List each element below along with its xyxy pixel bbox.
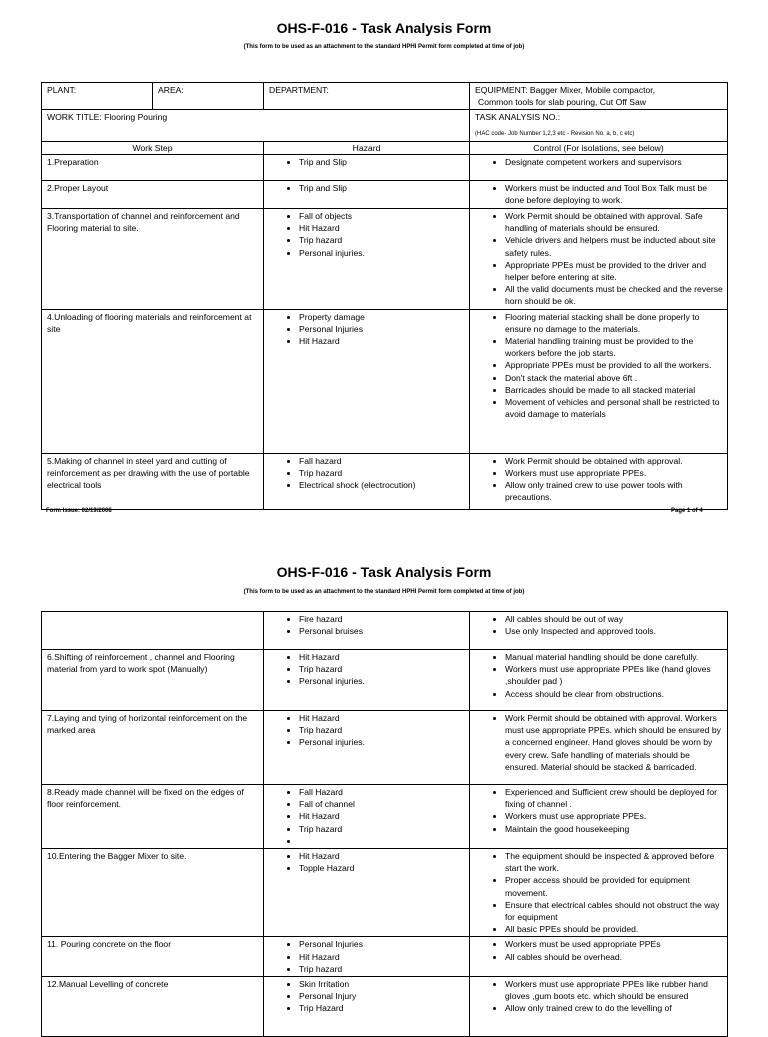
hazard-item: • Personal injuries.	[299, 736, 465, 748]
hazard-item: • Trip hazard	[299, 467, 465, 479]
control-list	[475, 978, 723, 1015]
control-cell	[470, 977, 728, 1037]
hazard-item: • Property damage	[299, 311, 465, 323]
hazard-list	[269, 455, 465, 492]
hazard-item: • Trip hazard	[299, 663, 465, 675]
hazard-list	[269, 938, 465, 975]
work-step-cell: 10.Entering the Bagger Mixer to site.	[42, 849, 264, 937]
control-item: • All basic PPEs should be provided.	[505, 923, 723, 935]
page-2-rows	[42, 612, 728, 1037]
hazard-list	[269, 210, 465, 259]
hazard-item: • Hit Hazard	[299, 712, 465, 724]
control-list	[475, 651, 723, 700]
control-list	[475, 311, 723, 421]
hazard-cell	[264, 711, 470, 785]
hazard-item: • Skin Irritation	[299, 978, 465, 990]
control-item: • Workers must use appropriate PPEs like rubber hand gloves ,gum boots etc. which should be ensured	[505, 978, 723, 1002]
column-header-control: Control (For isolations, see below)	[470, 141, 728, 154]
hazard-item: • Trip hazard	[299, 724, 465, 736]
table-row	[42, 977, 728, 1037]
work-step-cell: 4.Unloading of flooring materials and reinforcement at site	[42, 309, 264, 453]
hazard-item: • Trip hazard	[299, 234, 465, 246]
task-analysis-table-page-1	[41, 82, 728, 510]
table-row	[42, 612, 728, 650]
work-title-cell: WORK TITLE: Flooring Pouring	[42, 110, 470, 141]
control-item: • Manual material handling should be done carefully.	[505, 651, 723, 663]
hazard-cell	[264, 612, 470, 650]
control-item: • Appropriate PPEs must be provided to the driver and helper before entering at site.	[505, 259, 723, 283]
hazard-item: • Hit Hazard	[299, 810, 465, 822]
work-step-cell: 12.Manual Levelling of concrete	[42, 977, 264, 1037]
control-list	[475, 938, 723, 962]
hazard-item: • Hit Hazard	[299, 651, 465, 663]
department-cell: DEPARTMENT:	[264, 83, 470, 110]
control-item: • All cables should be overhead.	[505, 951, 723, 963]
control-cell	[470, 612, 728, 650]
column-header-work-step: Work Step	[42, 141, 264, 154]
hazard-cell	[264, 977, 470, 1037]
control-cell	[470, 155, 728, 181]
work-step-cell: 3.Transportation of channel and reinforcement and Flooring material to site.	[42, 209, 264, 310]
hazard-item: • Fire hazard	[299, 613, 465, 625]
control-list	[475, 850, 723, 935]
control-item: • Movement of vehicles and personal shall be restricted to avoid damage to materials	[505, 396, 723, 420]
hazard-item: • Personal Injuries	[299, 323, 465, 335]
hazard-item: • Personal injuries.	[299, 247, 465, 259]
hazard-item: • Trip hazard	[299, 963, 465, 975]
hazard-item: • Hit Hazard	[299, 335, 465, 347]
hazard-item: • Fall of channel	[299, 798, 465, 810]
table-row	[42, 209, 728, 310]
hazard-cell	[264, 937, 470, 977]
hazard-cell	[264, 453, 470, 509]
control-cell	[470, 711, 728, 785]
control-list	[475, 156, 723, 168]
hazard-item: • Personal Injury	[299, 990, 465, 1002]
equipment-cell	[470, 83, 728, 110]
hazard-list	[269, 712, 465, 749]
hazard-item: • Hit Hazard	[299, 951, 465, 963]
task-analysis-table-page-2	[41, 611, 728, 1037]
work-step-cell: 2.Proper Layout	[42, 181, 264, 209]
control-item: • Allow only trained crew to use power tools with precautions.	[505, 479, 723, 503]
hazard-list	[269, 311, 465, 348]
table-row	[42, 453, 728, 509]
work-step-cell: 6.Shifting of reinforcement , channel and Flooring material from yard to work spot (Manually)	[42, 650, 264, 711]
hazard-item: • Fall of objects	[299, 210, 465, 222]
control-item: • Work Permit should be obtained with approval.	[505, 455, 723, 467]
hazard-list	[269, 786, 465, 847]
control-cell	[470, 209, 728, 310]
area-cell: AREA:	[153, 83, 264, 110]
control-list	[475, 455, 723, 504]
table-row	[42, 155, 728, 181]
work-step-cell	[42, 612, 264, 650]
work-step-cell: 11. Pouring concrete on the floor	[42, 937, 264, 977]
hazard-item: • Trip hazard	[299, 823, 465, 835]
hazard-cell	[264, 785, 470, 849]
control-item: • Access should be clear from obstructions.	[505, 688, 723, 700]
hazard-item: • Personal Injuries	[299, 938, 465, 950]
control-cell	[470, 785, 728, 849]
control-item: • Workers must use appropriate PPEs.	[505, 467, 723, 479]
hazard-cell	[264, 650, 470, 711]
page-1-rows	[42, 155, 728, 510]
hazard-item: • Hit Hazard	[299, 222, 465, 234]
table-row	[42, 937, 728, 977]
control-item: • Work Permit should be obtained with approval. Safe handling of materials should be ensured.	[505, 210, 723, 234]
table-row	[42, 309, 728, 453]
hazard-list	[269, 613, 465, 637]
hazard-item: • Electrical shock (electrocution)	[299, 479, 465, 491]
control-cell	[470, 181, 728, 209]
table-row	[42, 650, 728, 711]
hazard-item: • Hit Hazard	[299, 850, 465, 862]
hazard-list	[269, 850, 465, 874]
control-list	[475, 182, 723, 206]
page-subtitle: (This form to be used as an attachment to the standard HPHI Permit form completed at time of job)	[243, 44, 525, 50]
page-2-subtitle: (This form to be used as an attachment to the standard HPHI Permit form completed at time of job)	[243, 589, 525, 595]
control-item: • Proper access should be provided for equipment movement.	[505, 874, 723, 898]
control-item: • Appropriate PPEs must be provided to all the workers.	[505, 359, 723, 371]
hazard-list	[269, 156, 465, 168]
hazard-cell	[264, 849, 470, 937]
plant-cell: PLANT:	[42, 83, 153, 110]
hazard-item	[299, 835, 465, 847]
work-step-cell: 7.Laying and tying of horizontal reinforcement on the marked area	[42, 711, 264, 785]
control-list	[475, 786, 723, 835]
hazard-item: • Personal injuries.	[299, 675, 465, 687]
table-row	[42, 711, 728, 785]
task-analysis-no-cell	[470, 110, 728, 141]
control-item: • Allow only trained crew to do the levelling of	[505, 1002, 723, 1014]
hazard-cell	[264, 309, 470, 453]
control-item: • Material handling training must be provided to the workers before the job starts.	[505, 335, 723, 359]
equipment-line-1: EQUIPMENT: Bagger Mixer, Mobile compactor,	[475, 85, 656, 95]
hazard-item: • Trip Hazard	[299, 1002, 465, 1014]
control-item: • Designate competent workers and supervisors	[505, 156, 723, 168]
control-item: • Ensure that electrical cables should not obstruct the way for equipment	[505, 899, 723, 923]
hac-code-note: (HAC code- Job Number 1,2,3 etc - Revision No. a, b, c etc)	[475, 130, 635, 137]
control-item: • Vehicle drivers and helpers must be inducted about site safety rules.	[505, 234, 723, 258]
hazard-item: • Fall Hazard	[299, 786, 465, 798]
hazard-item: • Topple Hazard	[299, 862, 465, 874]
control-cell	[470, 650, 728, 711]
control-cell	[470, 309, 728, 453]
control-item: • Experienced and Sufficient crew should be deployed for fixing of channel .	[505, 786, 723, 810]
hazard-cell	[264, 181, 470, 209]
hazard-cell	[264, 209, 470, 310]
work-step-cell: 8.Ready made channel will be fixed on the edges of floor reinforcement.	[42, 785, 264, 849]
page-2-title: OHS-F-016 - Task Analysis Form	[276, 564, 492, 580]
control-item: • Don't stack the material above 6ft .	[505, 372, 723, 384]
control-item: • Workers must be used appropriate PPEs	[505, 938, 723, 950]
control-item: • All cables should be out of way	[505, 613, 723, 625]
hazard-list	[269, 978, 465, 1015]
hazard-list	[269, 182, 465, 194]
control-cell	[470, 937, 728, 977]
work-step-cell: 5.Making of channel in steel yard and cutting of reinforcement as per drawing with the use of portable electrical tools	[42, 453, 264, 509]
control-list	[475, 210, 723, 308]
hazard-item: • Trip and Slip	[299, 156, 465, 168]
page-title: OHS-F-016 - Task Analysis Form	[276, 20, 492, 36]
control-item: • Barricades should be made to all stacked material	[505, 384, 723, 396]
control-item: • Maintain the good housekeeping	[505, 823, 723, 835]
form-issue-date: Form Issue: 02/19/2008	[46, 508, 112, 514]
table-row	[42, 849, 728, 937]
task-analysis-no-label: TASK ANALYSIS NO.:	[475, 112, 561, 123]
work-step-cell: 1.Preparation	[42, 155, 264, 181]
hazard-list	[269, 651, 465, 688]
control-item: • All the valid documents must be checked and the reverse horn should be ok.	[505, 283, 723, 307]
hazard-item: • Fall hazard	[299, 455, 465, 467]
column-header-hazard: Hazard	[264, 141, 470, 154]
equipment-line-2: Common tools for slab pouring, Cut Off Saw	[478, 97, 646, 108]
table-row	[42, 785, 728, 849]
control-cell	[470, 849, 728, 937]
page-number: Page 1 of 4	[671, 508, 703, 514]
control-item: • Use only Inspected and approved tools.	[505, 625, 723, 637]
control-list	[475, 712, 723, 773]
table-row	[42, 181, 728, 209]
control-list	[475, 613, 723, 637]
control-item: • Flooring material stacking shall be done properly to ensure no damage to the materials.	[505, 311, 723, 335]
control-item: • Work Permit should be obtained with approval. Workers must use appropriate PPEs. which should be ensured by a concerned engineer. Hand gloves should be worn by every crew. Safe handling of materials should be ensured. Material should be stacked & barricaded.	[505, 712, 723, 773]
control-item: • Workers must use appropriate PPEs like (hand gloves ,shoulder pad )	[505, 663, 723, 687]
control-item: • Workers must be inducted and Tool Box Talk must be done before deploying to work.	[505, 182, 723, 206]
hazard-cell	[264, 155, 470, 181]
control-cell	[470, 453, 728, 509]
control-item: • Workers must use appropriate PPEs.	[505, 810, 723, 822]
page-2	[0, 548, 768, 1024]
control-item: • The equipment should be inspected & approved before start the work.	[505, 850, 723, 874]
hazard-item: • Personal bruises	[299, 625, 465, 637]
hazard-item: • Trip and Slip	[299, 182, 465, 194]
